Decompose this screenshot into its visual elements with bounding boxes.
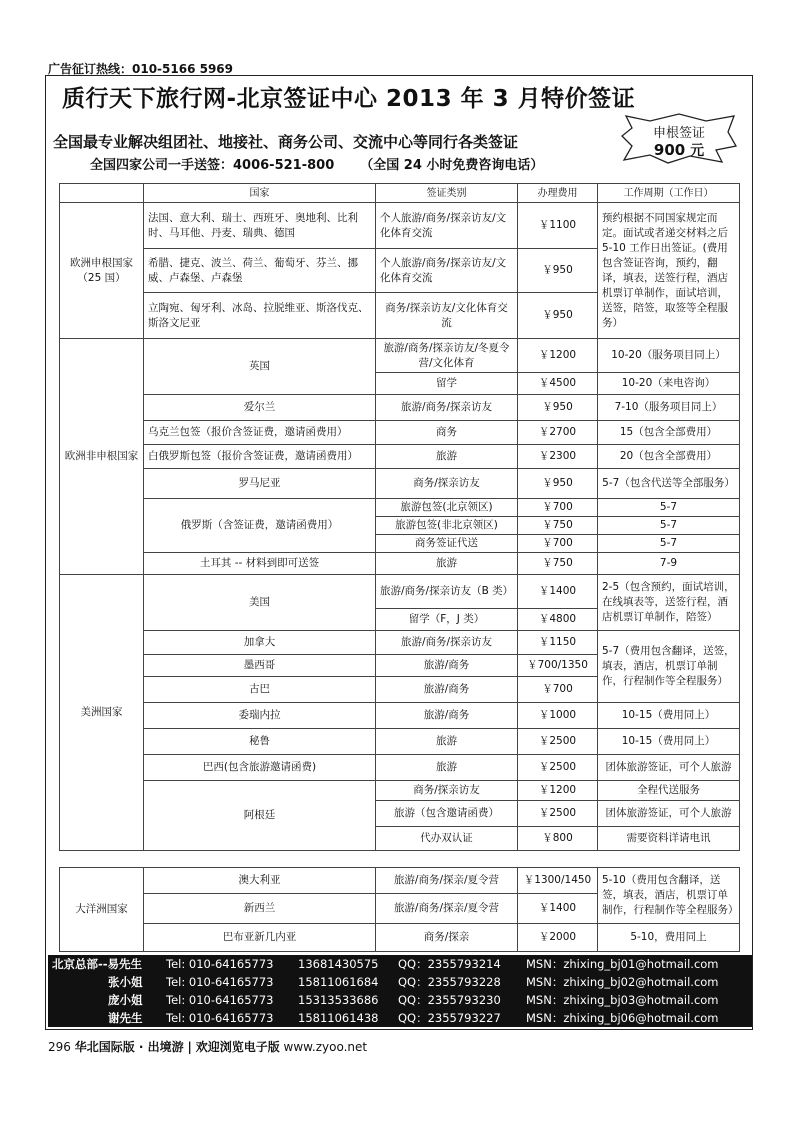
- fee-cell: ￥2500: [518, 755, 598, 781]
- contact-panel: [48, 955, 752, 1027]
- header-region: [60, 184, 144, 203]
- contact-qq: QQ：2355793228: [398, 975, 501, 989]
- country-cell: 委瑞内拉: [144, 703, 376, 729]
- country-cell: 阿根廷: [144, 781, 376, 851]
- fee-cell: ￥1150: [518, 631, 598, 655]
- period-cell: 5-10（费用包含翻译，送签，填表，酒店，机票订单制作，行程制作等全程服务）: [598, 868, 740, 924]
- page-number: 296: [48, 1040, 71, 1054]
- contact-tel: Tel: 010-64165773: [166, 957, 274, 971]
- table-row: [60, 499, 740, 517]
- fee-cell: ￥750: [518, 517, 598, 535]
- contact-msn: MSN：zhixing_bj03@hotmail.com: [526, 993, 719, 1007]
- fee-cell: ￥2700: [518, 421, 598, 445]
- fee-cell: ￥950: [518, 293, 598, 339]
- contact-qq: QQ：2355793230: [398, 993, 501, 1007]
- contact-name: 北京总部--易先生: [52, 957, 143, 971]
- period-cell: 15（包含全部费用）: [598, 421, 740, 445]
- fee-cell: ￥950: [518, 395, 598, 421]
- stamp-price-value: 900: [653, 141, 686, 159]
- contact-msn: MSN：zhixing_bj06@hotmail.com: [526, 1011, 719, 1025]
- period-cell: 10-15（费用同上）: [598, 703, 740, 729]
- visa-type-cell: 旅游: [376, 729, 518, 755]
- period-cell: 10-15（费用同上）: [598, 729, 740, 755]
- table-row: [60, 395, 740, 421]
- visa-type-cell: 商务: [376, 421, 518, 445]
- service-phone-note: （全国 24 小时免费咨询电话）: [360, 158, 544, 173]
- table-row: [60, 469, 740, 499]
- visa-type-cell: 商务/探亲访友: [376, 469, 518, 499]
- visa-type-cell: 代办双认证: [376, 827, 518, 851]
- table-row: [60, 203, 740, 249]
- period-cell: 预约根据不同国家规定而定。面试或者递交材料之后5-10 工作日出签证。(费用包含签证咨询，预约，翻译，填表，送签行程，酒店机票订单制作，面试培训，送签，陪签，取签等全程服务）: [598, 203, 740, 339]
- fee-cell: ￥1400: [518, 575, 598, 609]
- visa-type-cell: 个人旅游/商务/探亲访友/文化体育交流: [376, 249, 518, 293]
- oceania-table: [59, 867, 740, 952]
- period-cell: 7-9: [598, 553, 740, 575]
- country-cell: 澳大利亚: [144, 868, 376, 894]
- service-phone: 全国四家公司一手送签：4006-521-800: [90, 158, 335, 173]
- visa-type-cell: 旅游（包含邀请函费）: [376, 801, 518, 827]
- period-cell: 10-20（服务项目同上）: [598, 339, 740, 373]
- ad-hotline: 广告征订热线：010-5166 5969: [48, 62, 234, 76]
- visa-type-cell: 商务签证代送: [376, 535, 518, 553]
- contact-qq: QQ：2355793227: [398, 1011, 501, 1025]
- fee-cell: ￥1200: [518, 339, 598, 373]
- visa-type-cell: 旅游/商务: [376, 677, 518, 703]
- period-cell: 需要资料详请电讯: [598, 827, 740, 851]
- contact-qq: QQ：2355793214: [398, 957, 501, 971]
- subtitle: 全国最专业解决组团社、地接社、商务公司、交流中心等同行各类签证: [53, 133, 519, 151]
- visa-type-cell: 商务/探亲访友/文化体育交流: [376, 293, 518, 339]
- period-cell: 2-5（包含预约，面试培训，在线填表等，送签行程，酒店机票订单制作，陪签）: [598, 575, 740, 631]
- table-row: [60, 755, 740, 781]
- visa-type-cell: 旅游包签(非北京领区): [376, 517, 518, 535]
- table-row: [60, 339, 740, 373]
- country-cell: 新西兰: [144, 894, 376, 924]
- fee-cell: ￥750: [518, 553, 598, 575]
- header-fee: 办理费用: [518, 184, 598, 203]
- contact-msn: MSN：zhixing_bj01@hotmail.com: [526, 957, 719, 971]
- schengen-price-stamp: [620, 112, 738, 164]
- country-cell: 俄罗斯（含签证费，邀请函费用）: [144, 499, 376, 553]
- table-row: [60, 631, 740, 655]
- period-cell: 5-7: [598, 535, 740, 553]
- contact-tel: Tel: 010-64165773: [166, 975, 274, 989]
- footer-separator: |: [187, 1040, 192, 1054]
- country-cell: 古巴: [144, 677, 376, 703]
- period-cell: 5-7（费用包含翻译，送签，填表，酒店，机票订单制作，行程制作等全程服务）: [598, 631, 740, 703]
- period-cell: 10-20（来电咨询）: [598, 373, 740, 395]
- visa-type-cell: 旅游: [376, 445, 518, 469]
- fee-cell: ￥700: [518, 535, 598, 553]
- contact-name: 庞小姐: [108, 993, 143, 1007]
- footer-url[interactable]: www.zyoo.net: [283, 1040, 368, 1054]
- table-row: [60, 781, 740, 801]
- table-row: [60, 924, 740, 952]
- country-cell: 巴西(包含旅游邀请函费): [144, 755, 376, 781]
- fee-cell: ￥950: [518, 249, 598, 293]
- header-period: 工作周期（工作日）: [598, 184, 740, 203]
- fee-cell: ￥1400: [518, 894, 598, 924]
- region-cell: 欧洲申根国家（25 国）: [60, 203, 144, 339]
- fee-cell: ￥700/1350: [518, 655, 598, 677]
- fee-cell: ￥800: [518, 827, 598, 851]
- period-cell: 5-10，费用同上: [598, 924, 740, 952]
- region-cell: 大洋洲国家: [60, 868, 144, 952]
- region-cell: 欧洲非申根国家: [60, 339, 144, 575]
- visa-type-cell: 旅游/商务/探亲访友/冬夏令营/文化体育: [376, 339, 518, 373]
- region-cell: 美洲国家: [60, 575, 144, 851]
- contact-msn: MSN：zhixing_bj02@hotmail.com: [526, 975, 719, 989]
- fee-cell: ￥2500: [518, 729, 598, 755]
- table-row: [60, 445, 740, 469]
- period-cell: 全程代送服务: [598, 781, 740, 801]
- period-cell: 5-7: [598, 499, 740, 517]
- country-cell: 法国、意大利、瑞士、西班牙、奥地利、比利时、马耳他、丹麦、瑞典、德国: [144, 203, 376, 249]
- country-cell: 白俄罗斯包签（报价含签证费，邀请函费用）: [144, 445, 376, 469]
- visa-type-cell: 旅游/商务: [376, 703, 518, 729]
- country-cell: 秘鲁: [144, 729, 376, 755]
- fee-cell: ￥4800: [518, 609, 598, 631]
- fee-cell: ￥2500: [518, 801, 598, 827]
- period-cell: 团体旅游签证，可个人旅游: [598, 755, 740, 781]
- table-row: [60, 729, 740, 755]
- visa-price-table: [59, 183, 740, 851]
- period-cell: 5-7（包含代送等全部服务）: [598, 469, 740, 499]
- contact-mobile: 13681430575: [298, 957, 379, 971]
- page-title: 质行天下旅行网-北京签证中心 2013 年 3 月特价签证: [62, 86, 636, 112]
- table-row: [60, 575, 740, 609]
- country-cell: 罗马尼亚: [144, 469, 376, 499]
- visa-type-cell: 留学: [376, 373, 518, 395]
- fee-cell: ￥2000: [518, 924, 598, 952]
- visa-type-cell: 旅游包签(北京领区): [376, 499, 518, 517]
- contact-tel: Tel: 010-64165773: [166, 993, 274, 1007]
- country-cell: 土耳其 -- 材料到即可送签: [144, 553, 376, 575]
- country-cell: 希腊、捷克、波兰、荷兰、葡萄牙、芬兰、挪威、卢森堡、卢森堡: [144, 249, 376, 293]
- contact-mobile: 15811061684: [298, 975, 379, 989]
- visa-type-cell: 旅游/商务/探亲/夏令营: [376, 894, 518, 924]
- footer-welcome: 欢迎浏览电子版: [195, 1040, 280, 1054]
- country-cell: 墨西哥: [144, 655, 376, 677]
- header-country: 国家: [144, 184, 376, 203]
- fee-cell: ￥2300: [518, 445, 598, 469]
- visa-type-cell: 旅游: [376, 553, 518, 575]
- visa-type-cell: 旅游/商务: [376, 655, 518, 677]
- visa-type-cell: 留学（F，J 类）: [376, 609, 518, 631]
- fee-cell: ￥950: [518, 469, 598, 499]
- visa-type-cell: 旅游/商务/探亲/夏令营: [376, 868, 518, 894]
- country-cell: 立陶宛、匈牙利、冰岛、拉脱维亚、斯洛伐克、斯洛文尼亚: [144, 293, 376, 339]
- country-cell: 加拿大: [144, 631, 376, 655]
- fee-cell: ￥700: [518, 677, 598, 703]
- table-row: [60, 703, 740, 729]
- visa-type-cell: 商务/探亲: [376, 924, 518, 952]
- fee-cell: ￥1000: [518, 703, 598, 729]
- page-footer: [48, 1038, 367, 1055]
- service-phone-line: [90, 154, 543, 173]
- fee-cell: ￥4500: [518, 373, 598, 395]
- header-visa-type: 签证类别: [376, 184, 518, 203]
- visa-type-cell: 旅游/商务/探亲访友: [376, 631, 518, 655]
- period-cell: 20（包含全部费用）: [598, 445, 740, 469]
- fee-cell: ￥1100: [518, 203, 598, 249]
- contact-name: 张小姐: [108, 975, 143, 989]
- visa-type-cell: 旅游: [376, 755, 518, 781]
- period-cell: 5-7: [598, 517, 740, 535]
- country-cell: 乌克兰包签（报价含签证费，邀请函费用）: [144, 421, 376, 445]
- fee-cell: ￥700: [518, 499, 598, 517]
- stamp-price: [620, 140, 738, 160]
- table-row: [60, 553, 740, 575]
- table-row: [60, 421, 740, 445]
- contact-tel: Tel: 010-64165773: [166, 1011, 274, 1025]
- fee-cell: ￥1300/1450: [518, 868, 598, 894]
- table-header-row: [60, 184, 740, 203]
- stamp-price-unit: 元: [690, 143, 705, 159]
- fee-cell: ￥1200: [518, 781, 598, 801]
- period-cell: 7-10（服务项目同上）: [598, 395, 740, 421]
- contact-mobile: 15811061438: [298, 1011, 379, 1025]
- period-cell: 团体旅游签证，可个人旅游: [598, 801, 740, 827]
- visa-type-cell: 商务/探亲访友: [376, 781, 518, 801]
- visa-type-cell: 旅游/商务/探亲访友（B 类）: [376, 575, 518, 609]
- contact-name: 谢先生: [108, 1011, 143, 1025]
- country-cell: 爱尔兰: [144, 395, 376, 421]
- country-cell: 美国: [144, 575, 376, 631]
- visa-type-cell: 旅游/商务/探亲访友: [376, 395, 518, 421]
- stamp-label: 申根签证: [652, 126, 705, 141]
- country-cell: 英国: [144, 339, 376, 395]
- visa-type-cell: 个人旅游/商务/探亲访友/文化体育交流: [376, 203, 518, 249]
- contact-mobile: 15313533686: [298, 993, 379, 1007]
- footer-section: 华北国际版 · 出境游: [74, 1040, 184, 1054]
- table-row: [60, 868, 740, 894]
- country-cell: 巴布亚新几内亚: [144, 924, 376, 952]
